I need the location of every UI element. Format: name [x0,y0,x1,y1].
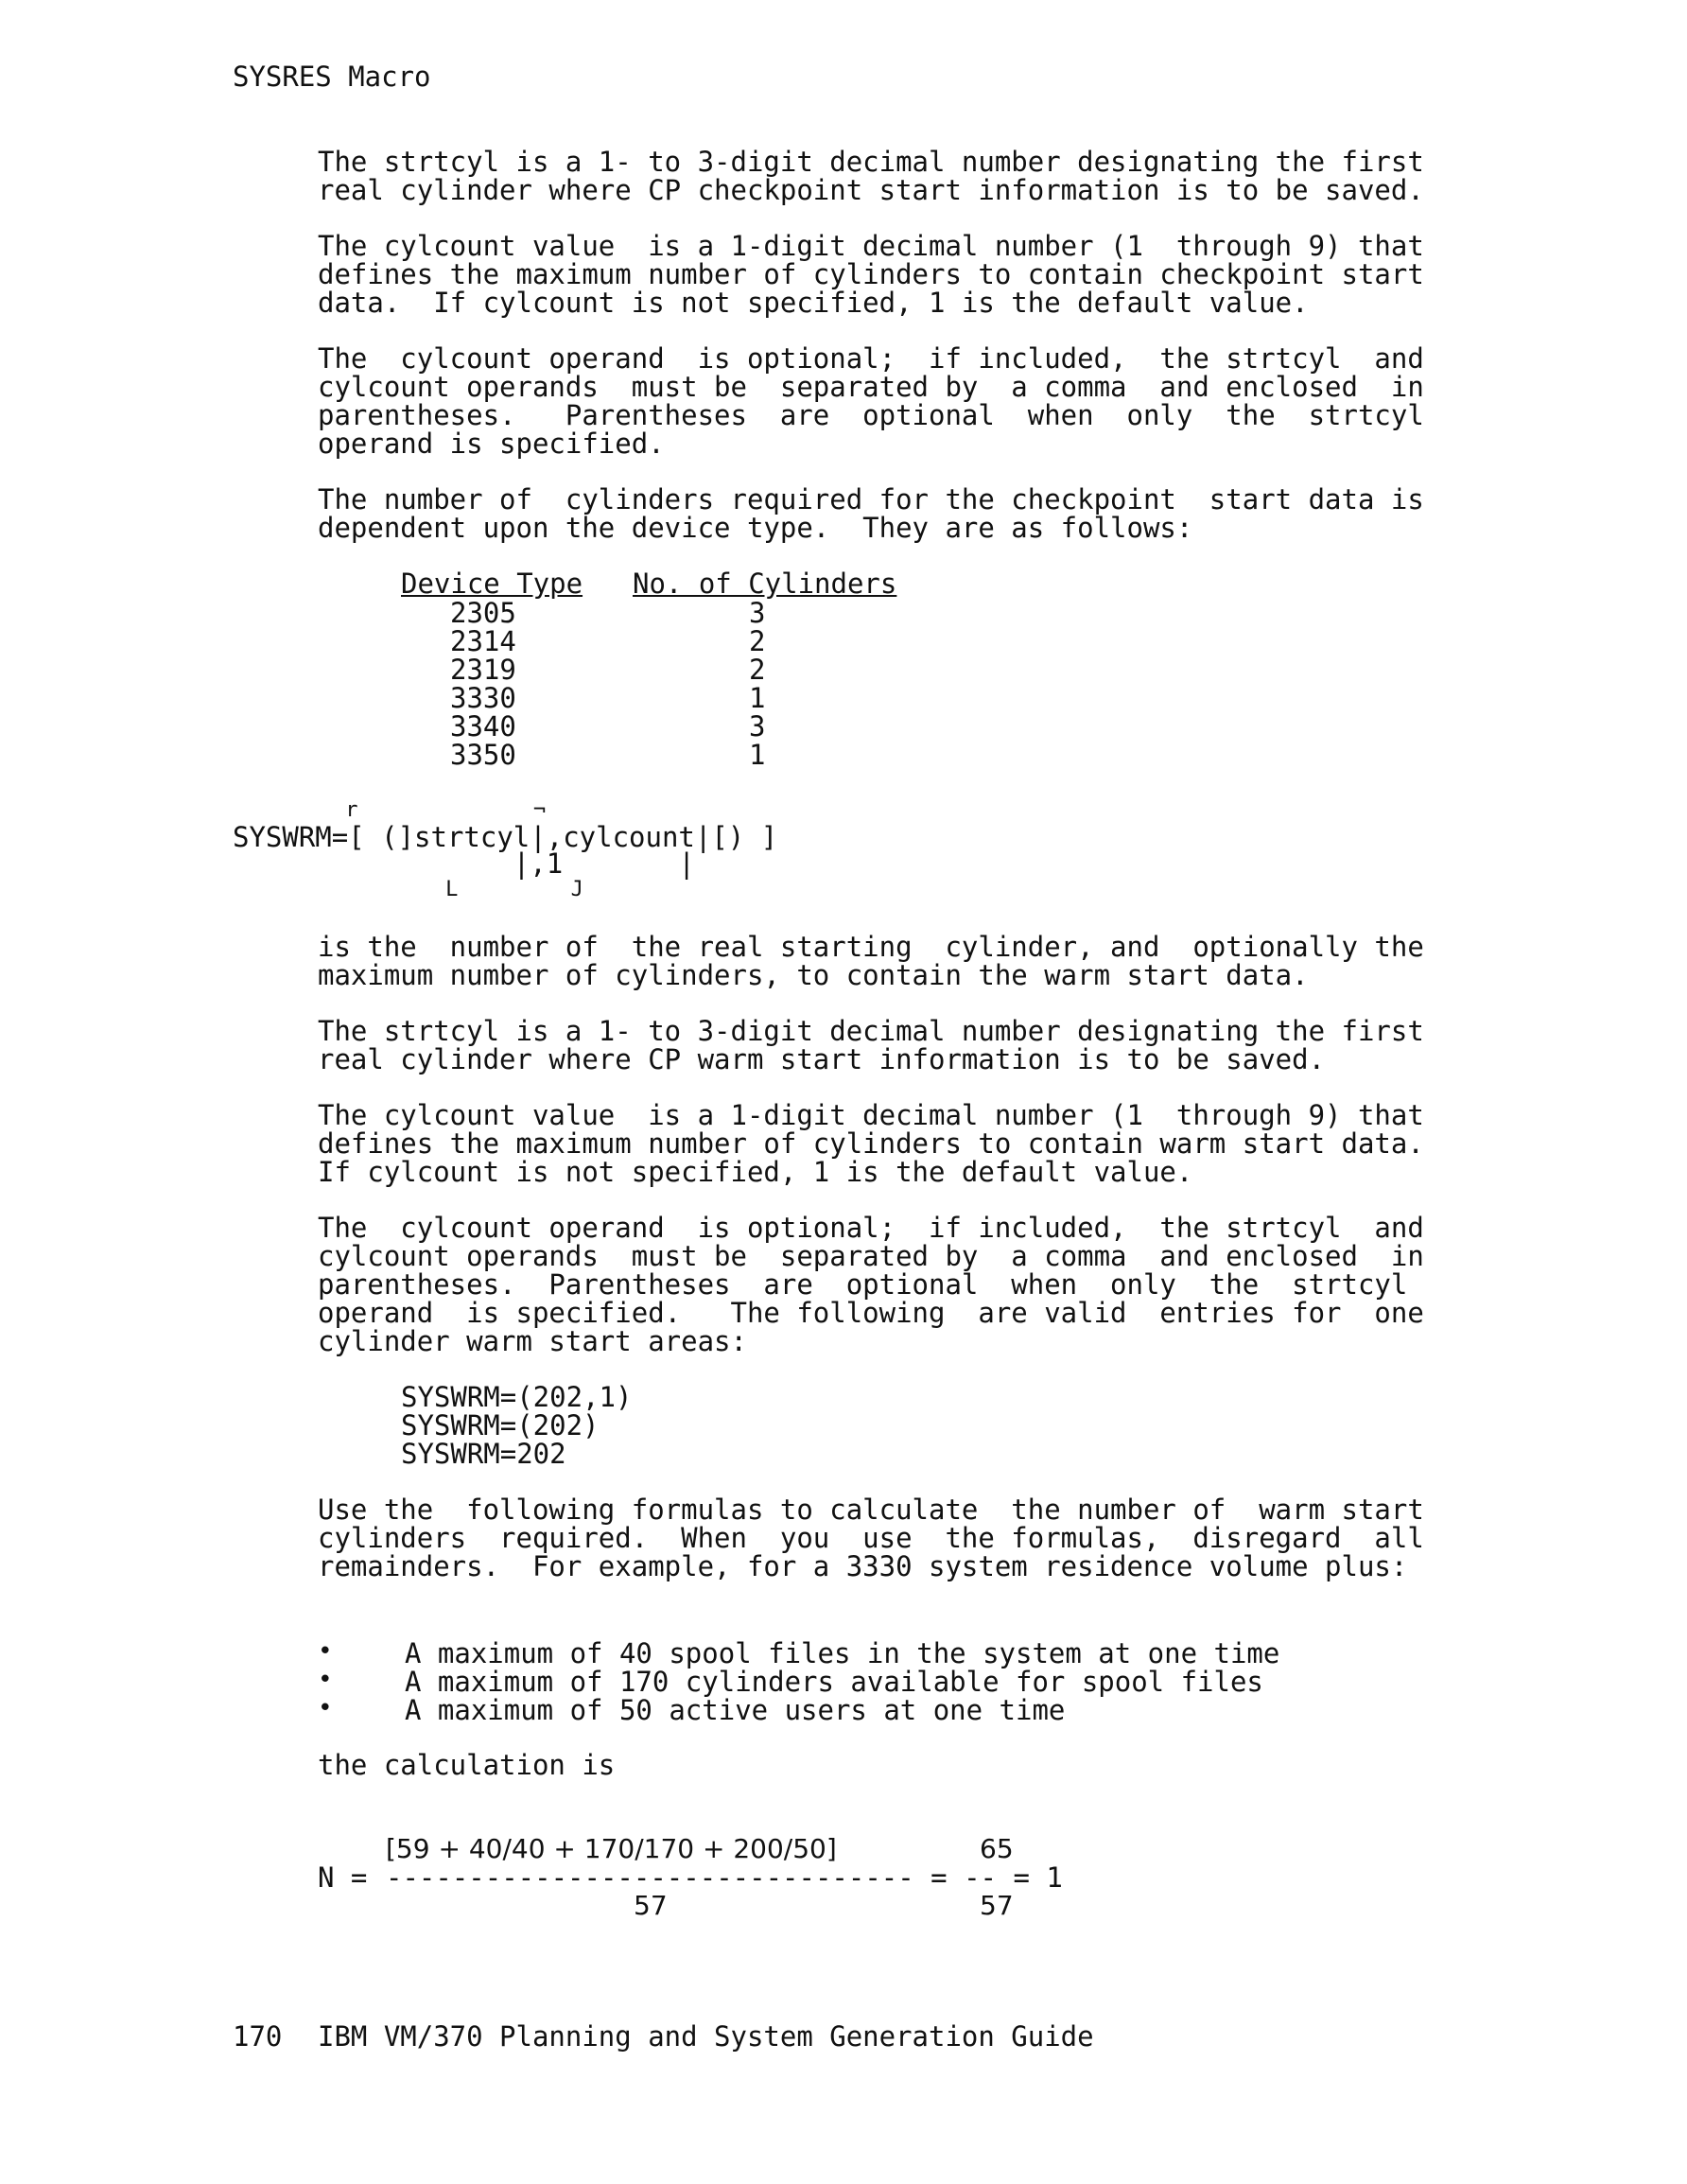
table-cell-cylinders: 1 [749,739,766,771]
table-cell-device: 2314 [450,625,516,657]
formula-result-numerator: 65 [980,1833,1014,1864]
text-line: cylinders required. When you use the formulas, disregard all [318,1522,1424,1554]
formula-result-denominator: 57 [980,1890,1014,1921]
syntax-bracket-top: r ¬ [233,798,547,822]
page-number: 170 [233,2020,283,2053]
text-line: The cylcount operand is optional; if included, the strtcyl and [318,1212,1424,1244]
formula-numerator: [59 + 40/40 + 170/170 + 200/50] [386,1833,837,1864]
text-line: real cylinder where CP checkpoint start information is to be saved. [318,174,1424,206]
table-cell-device: 3350 [450,739,516,771]
bullet-dot: • [318,1694,333,1722]
bullet-dot: • [318,1666,333,1694]
text-line: operand is specified. The following are valid entries for one [318,1297,1424,1329]
text-line: dependent upon the device type. They are as follows: [318,512,1193,544]
table-cell-cylinders: 2 [749,625,766,657]
text-line: The strtcyl is a 1- to 3-digit decimal number designating the first [318,146,1424,178]
text-line: maximum number of cylinders, to contain the warm start data. [318,959,1309,991]
text-line: cylinder warm start areas: [318,1325,747,1357]
list-item: A maximum of 50 active users at one time [405,1694,1066,1726]
table-cell-device: 3340 [450,710,516,743]
text-line: data. If cylcount is not specified, 1 is the default value. [318,287,1309,319]
table-cell-cylinders: 2 [749,654,766,686]
text-line: The strtcyl is a 1- to 3-digit decimal number designating the first [318,1015,1424,1047]
text-line: The cylcount value is a 1-digit decimal number (1 through 9) that [318,230,1424,262]
table-cell-device: 2305 [450,597,516,629]
text-line: remainders. For example, for a 3330 system residence volume plus: [318,1550,1408,1582]
text-line: The cylcount value is a 1-digit decimal number (1 through 9) that [318,1099,1424,1131]
table-cell-cylinders: 3 [749,710,766,743]
table-header-cylinders: No. of Cylinders [633,568,897,600]
list-item: A maximum of 40 spool files in the system at one time [405,1637,1280,1669]
example-line: SYSWRM=(202) [401,1409,600,1441]
text-line: cylcount operands must be separated by a comma and enclosed in [318,371,1424,403]
text-line: The number of cylinders required for the checkpoint start data is [318,483,1424,515]
syntax-default-line: |,1 | [233,847,695,880]
syntax-main-line: SYSWRM=[ (]strtcyl|,cylcount|[) ] [233,821,778,853]
text-line: defines the maximum number of cylinders to contain warm start data. [318,1127,1424,1160]
text-line: defines the maximum number of cylinders to contain checkpoint start [318,258,1424,290]
text-line: cylcount operands must be separated by a comma and enclosed in [318,1240,1424,1272]
text-line: operand is specified. [318,428,665,460]
text-line: parentheses. Parentheses are optional when only the strtcyl [318,1268,1408,1301]
table-cell-cylinders: 1 [749,682,766,714]
calculation-intro: the calculation is [318,1749,616,1781]
table-cell-device: 3330 [450,682,516,714]
footer-title: IBM VM/370 Planning and System Generation Guide [318,2020,1094,2053]
table-cell-cylinders: 3 [749,597,766,629]
table-cell-device: 2319 [450,654,516,686]
text-line: parentheses. Parentheses are optional when only the strtcyl [318,399,1424,431]
list-item: A maximum of 170 cylinders available for spool files [405,1666,1263,1698]
text-line: is the number of the real starting cylinder, and optionally the [318,931,1424,963]
page-header: SYSRES Macro [233,61,431,93]
table-header-device-type: Device Type [401,568,583,600]
text-line: Use the following formulas to calculate the number of warm start [318,1494,1424,1526]
text-line: real cylinder where CP warm start information is to be saved. [318,1043,1326,1075]
formula-denominator: 57 [634,1890,668,1921]
formula-lhs: N = [318,1861,368,1894]
example-line: SYSWRM=(202,1) [401,1381,633,1413]
text-line: The cylcount operand is optional; if included, the strtcyl and [318,342,1424,375]
formula-fraction-bar: -------------------------------- = -- = 1 [386,1861,1063,1894]
syntax-bracket-bottom: L J [233,878,583,901]
example-line: SYSWRM=202 [401,1438,566,1470]
bullet-dot: • [318,1637,333,1666]
text-line: If cylcount is not specified, 1 is the default value. [318,1156,1193,1188]
